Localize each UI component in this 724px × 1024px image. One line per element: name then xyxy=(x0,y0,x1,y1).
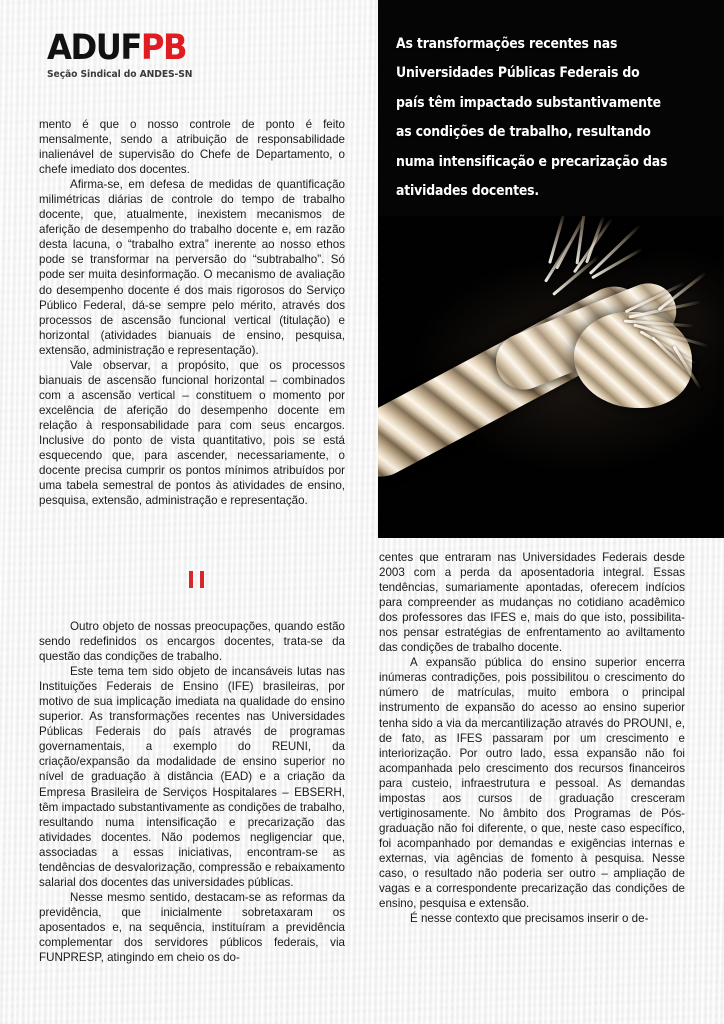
hero-headline: As transformações recentes nas Universidades Públicas Federais do país têm impactado substantivamente as condições de trabalho, resultando numa intensificação e precarização das atividades docentes. xyxy=(396,36,668,199)
masthead-logo xyxy=(47,28,217,80)
logo-pb-text: PB xyxy=(140,28,187,68)
divider-bar-right xyxy=(200,571,204,588)
rope-fray-end xyxy=(622,288,724,408)
logo-wordmark xyxy=(47,28,203,68)
left-text-column xyxy=(39,117,345,508)
paragraph: Vale observar, a propósito, que os processos bianuais de ascensão funcional horizontal – combinados com a ascensão vertical – constituem o momento por excelência de aferição do desempenho docente em relação à responsabilidade para com seus encargos. Inclusive do ponto de vista quantitativo, pois se está esquecendo que, para ascender, necessariamente, o docente precisa cumprir os pontos mínimos atribuídos por uma tabela semestral de pontos às atividades de ensino, pesquisa, extensão, administração e representação. xyxy=(39,358,345,508)
paragraph: Nesse mesmo sentido, destacam-se as reformas da previdência, que inicialmente sobretaxaram os aposentados e, na sequência, instituíram a previdência complementar dos servidores públicos federais, via FUNPRESP, atingindo em cheio os do- xyxy=(39,890,345,965)
paragraph: Este tema tem sido objeto de incansáveis lutas nas Instituições Federais de Ensino (IFE) brasileiras, por motivo de sua implicação imediata na qualidade do ensino superior. As transformações recentes nas Universidades Públicas Federais do país através de programas governamentais, a exemplo do REUNI, da criação/expansão da modalidade de ensino superior no nível de graduação à distância (EAD) e a criação da Empresa Brasileira de Serviços Hospitalares – EBSERH, têm impactado substantivamente as condições de trabalho, resultando numa intensificação e precarização das atividades docentes. Não podemos negligenciar que, associadas a essas iniciativas, encontram-se as tendências de desvalorização, compressão e rebaixamento salarial dos docentes das universidades públicas. xyxy=(39,665,345,889)
left-text-column-lower xyxy=(39,619,345,965)
paragraph: A expansão pública do ensino superior encerra inúmeras contradições, pois possibilitou o crescimento do número de matrículas, muito embora o principal instrumento de expansão do acesso ao ensino superior tenha sido a via da mercantilização através do PROUNI, e, de fato, as IFES passaram por um crescimento e interiorização. Por outro lado, essa expansão não foi acompanhada pelo crescimento dos recursos financeiros para custeio, infraestrutura e pessoal. As demandas impostas aos cursos de graduação cresceram vertiginosamente. No âmbito dos Programas de Pós-graduação não foi diferente, o que, neste caso específico, foi acompanhado por demandas e exigências internas e externas, via agências de fomento à pesquisa. Nesse caso, o resultado não poderia ser outro – ampliação de vagas e a correspondente precarização das condições de ensino, pesquisa e extensão. xyxy=(379,656,685,911)
paragraph: Afirma-se, em defesa de medidas de quantificação milimétricas diárias de controle do tempo de trabalho docente, que, atualmente, inexistem mecanismos de aferição de desempenho do trabalho docente e, em razão desta lacuna, o “trabalho extra” inerente ao nosso ethos pode se transformar na perversão do “subtrabalho”. Só pode ser muita desinformação. O mecanismo de avaliação do desempenho docente é dos mais rigorosos do Serviço Público Federal, dá-se sempre pelo mérito, através dos processos de ascensão funcional vertical (titulação) e horizontal (atividades bianuais de ensino, pesquisa, extensão, administração e representação). xyxy=(39,178,345,357)
paragraph: Outro objeto de nossas preocupações, quando estão sendo redefinidos os encargos docentes, trata-se da questão das condições de trabalho. xyxy=(39,620,345,664)
right-text-column xyxy=(379,550,685,926)
paragraph: É nesse contexto que precisamos inserir o de- xyxy=(410,912,649,926)
section-divider xyxy=(181,571,211,588)
logo-aduf-text: ADUF xyxy=(47,28,141,68)
paragraph: mento é que o nosso controle de ponto é feito mensalmente, sendo a atribuição de responsabilidade inalienável de supervisão do Chefe de Departamento, o chefe imediato dos docentes. xyxy=(39,118,345,177)
hero-panel xyxy=(378,0,724,538)
logo-tagline: Seção Sindical do ANDES-SN xyxy=(47,68,193,80)
divider-bar-left xyxy=(189,571,193,588)
rope-photo xyxy=(378,216,724,538)
paragraph: centes que entraram nas Universidades Federais desde 2003 com a perda da aposentadoria integral. Essas tendências, sumariamente apontadas, oferecem indícios para compreender as mudanças no cotidiano acadêmico dos professores das IFES e, mais do que isto, possibilita-nos pensar estratégias de enfrentamento ao aviltamento das condições de trabalho docente. xyxy=(379,551,685,655)
